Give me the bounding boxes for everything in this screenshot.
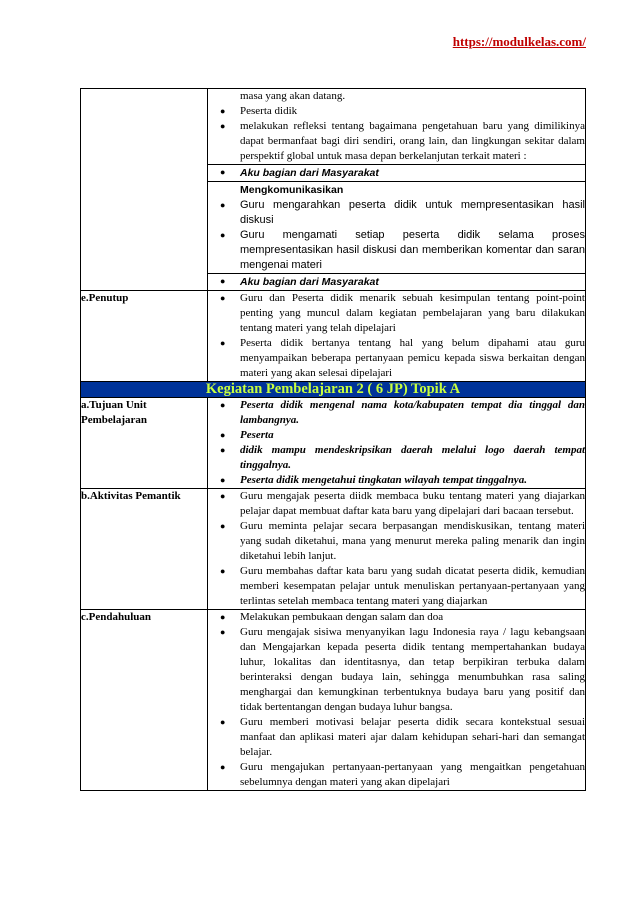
list-item — [208, 610, 585, 625]
list-item-text: Peserta — [240, 429, 274, 441]
bullet-icon: ● — [220, 230, 226, 240]
list-item — [208, 165, 585, 181]
table-row-continued — [81, 89, 586, 291]
list-item-text: Guru meminta pelajar secara berpasangan mendiskusikan, tentang materi yang sudah diketahui, mana yang menurut mereka paling menarik dan ingin diketahui lebih lanjut. — [240, 520, 585, 562]
list-item — [208, 625, 585, 715]
bullet-icon: ● — [220, 491, 226, 501]
list-item — [208, 291, 585, 336]
list-item — [208, 274, 585, 290]
list-item-text: Melakukan pembukaan dengan salam dan doa — [240, 611, 444, 623]
section-header-row — [81, 382, 586, 398]
list-item — [208, 398, 585, 428]
row-label-tujuan — [81, 398, 208, 489]
list-item — [208, 443, 585, 473]
list-item — [208, 564, 585, 609]
list-item-text: Guru dan Peserta didik menarik sebuah kesimpulan tentang point-point penting yang muncul dalam kegiatan pembelajaran yang baru dilakukan tentang materi yang telah dipelajari — [240, 292, 585, 334]
list-item — [208, 473, 585, 488]
row-content-pendahuluan — [208, 610, 586, 791]
row-label-pendahuluan: c.Pendahuluan — [81, 610, 208, 791]
bullet-icon: ● — [220, 627, 226, 637]
aku-bagian-label: Aku bagian dari Masyarakat — [240, 167, 379, 179]
list-item-text: Peserta didik mengenal nama kota/kabupaten tempat dia tinggal dan lambangnya. — [240, 399, 585, 426]
tujuan-label-line2: Pembelajaran — [81, 414, 147, 426]
bullet-icon: ● — [220, 121, 226, 131]
row-label-empty — [81, 89, 208, 291]
bullet-icon: ● — [220, 717, 226, 727]
list-item — [208, 715, 585, 760]
list-item — [208, 336, 585, 381]
list-item-text: Peserta didik — [240, 105, 298, 117]
lesson-plan-table — [80, 88, 586, 791]
list-item-text: Guru memberi motivasi belajar peserta didik secara kontekstual sesuai manfaat dan aplikasi materi ajar dalam kehidupan sehari-hari dan semangat belajar. — [240, 716, 585, 758]
aku-bagian-label: Aku bagian dari Masyarakat — [240, 276, 379, 288]
list-item-text: Peserta didik mengetahui tingkatan wilayah tempat tinggalnya. — [240, 474, 527, 486]
section-title: Kegiatan Pembelajaran 2 ( 6 JP) Topik A — [81, 382, 586, 398]
table-row-penutup — [81, 291, 586, 382]
list-item-text: didik mampu mendeskripsikan daerah melalui logo daerah tempat tinggalnya. — [240, 444, 585, 471]
list-item — [208, 228, 585, 273]
bullet-icon: ● — [220, 566, 226, 576]
bullet-icon: ● — [220, 293, 226, 303]
mengkomunikasikan-heading: Mengkomunikasikan — [240, 184, 344, 196]
row-label-aktivitas: b.Aktivitas Pemantik — [81, 489, 208, 610]
list-item — [208, 519, 585, 564]
bullet-icon: ● — [220, 276, 226, 286]
list-item — [208, 760, 585, 790]
list-item-text: masa yang akan datang. — [240, 90, 346, 102]
row-content-aktivitas — [208, 489, 586, 610]
list-item — [208, 119, 585, 164]
list-item-text: Guru mengarahkan peserta didik untuk mempresentasikan hasil diskusi — [240, 199, 585, 226]
bullet-icon: ● — [220, 612, 226, 622]
bullet-icon: ● — [220, 200, 226, 210]
list-item — [208, 89, 585, 104]
bullet-icon: ● — [220, 106, 226, 116]
bullet-icon: ● — [220, 338, 226, 348]
tujuan-label-line1: a.Tujuan Unit — [81, 399, 147, 411]
table-row-aktivitas — [81, 489, 586, 610]
header-url-link[interactable]: https://modulkelas.com/ — [452, 34, 586, 49]
list-item-text: Guru mengajukan pertanyaan-pertanyaan yang mengaitkan pengetahuan sebelumnya dengan materi yang akan dipelajari — [240, 761, 585, 788]
row-content-penutup — [208, 291, 586, 382]
table-row-pendahuluan — [81, 610, 586, 791]
list-item — [208, 198, 585, 228]
row-content-tujuan — [208, 398, 586, 489]
bullet-icon: ● — [220, 400, 226, 410]
list-item — [208, 182, 585, 198]
bullet-icon: ● — [220, 521, 226, 531]
row-content-continued — [208, 89, 586, 291]
list-item — [208, 489, 585, 519]
bullet-icon: ● — [220, 430, 226, 440]
bullet-icon: ● — [220, 475, 226, 485]
list-item — [208, 428, 585, 443]
list-item-text: Guru membahas daftar kata baru yang sudah dicatat peserta didik, kemudian memberi kesempatan pelajar untuk menuliskan pertanyaan-pertanyaan yang terlintas setelah membaca tentang materi yang diajarkan — [240, 565, 585, 607]
row-label-penutup: e.Penutup — [81, 291, 208, 382]
list-item-text: melakukan refleksi tentang bagaimana pengetahuan baru yang dimilikinya dapat bermanfaat bagi diri sendiri, orang lain, dan lingkungan sekitar dalam perspektif global untuk masa depan berkelanjutan terkait materi : — [240, 120, 585, 162]
list-item-text: Guru mengajak peserta diidk membaca buku tentang materi yang diajarkan pelajar dapat membuat daftar kata baru yang dipelajari dari bacaan tersebut. — [240, 490, 585, 517]
list-item-text: Guru mengajak sisiwa menyanyikan lagu Indonesia raya / lagu kebangsaan dan Mengajarkan kepada peserta didik tentang mempertahankan budaya luhur, lokalitas dan identitasnya, dan tetap berpikiran terbuka dalam berinteraksi dengan budaya lain, sehingga menumbuhkan rasa saling menghargai dan kemungkinan terbentuknya budaya baru yang positif dan tidak bertentangan dengan budaya luhur bangsa. — [240, 626, 585, 713]
bullet-icon: ● — [220, 762, 226, 772]
list-item-text: Peserta didik bertanya tentang hal yang belum dipahami atau guru menyampaikan beberapa pertanyaan pemicu kepada siswa berkaitan dengan materi yang akan selesai dipelajari — [240, 337, 585, 379]
table-row-tujuan — [81, 398, 586, 489]
bullet-icon: ● — [220, 167, 226, 177]
bullet-icon: ● — [220, 445, 226, 455]
list-item-text: Guru mengamati setiap peserta didik selama proses mempresentasikan hasil diskusi dan memberikan komentar dan saran mengenai materi — [240, 229, 585, 271]
list-item — [208, 104, 585, 119]
